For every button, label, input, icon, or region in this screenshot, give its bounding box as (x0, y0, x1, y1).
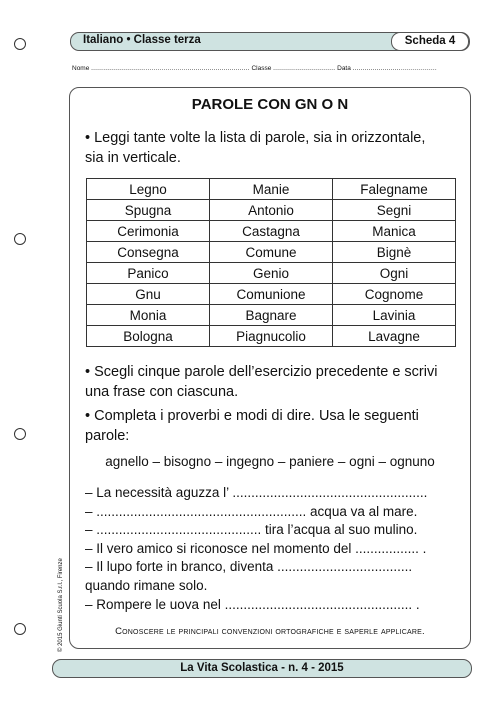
word-table-row (87, 284, 456, 305)
word-cell: Lavagne (333, 326, 456, 347)
word-cell: Segni (333, 200, 456, 221)
word-cell: Castagna (210, 221, 333, 242)
proverb-line[interactable]: – Il vero amico si riconosce nel momento del ................. . (85, 540, 427, 556)
date-label: Data (337, 65, 351, 72)
word-cell: Piagnucolio (210, 326, 333, 347)
word-cell: Genio (210, 263, 333, 284)
word-table-row (87, 263, 456, 284)
date-field[interactable]: .......................................... (352, 65, 437, 72)
word-table-row (87, 305, 456, 326)
class-label: Classe (251, 65, 272, 72)
word-cell: Comunione (210, 284, 333, 305)
binder-hole (14, 233, 26, 245)
word-cell: Antonio (210, 200, 333, 221)
sheet-badge: Scheda 4 (391, 32, 469, 51)
word-table-row (87, 179, 456, 200)
word-table (86, 178, 456, 347)
instruction-read: • Leggi tante volte la lista di parole, sia in orizzontale, sia in verticale. (85, 130, 426, 166)
word-cell: Ogni (333, 263, 456, 284)
proverb-line[interactable]: – Rompere le uova nel .................................................. . (85, 596, 420, 612)
learning-goal: Conoscere le principali convenzioni ortografiche e saperle applicare. (115, 626, 425, 637)
binder-hole (14, 428, 26, 440)
word-cell: Comune (210, 242, 333, 263)
proverbs-list (85, 484, 460, 614)
exercise-title: PAROLE CON GN O N (191, 96, 349, 113)
word-cell: Monia (87, 305, 210, 326)
word-table-row (87, 221, 456, 242)
binder-hole (14, 623, 26, 635)
word-cell: Consegna (87, 242, 210, 263)
word-cell: Lavinia (333, 305, 456, 326)
proverb-line: quando rimane solo. (85, 577, 208, 593)
word-table-row (87, 242, 456, 263)
footer-bar: La Vita Scolastica - n. 4 - 2015 (52, 659, 472, 678)
subject-label: Italiano • Classe terza (83, 34, 201, 46)
word-cell: Cerimonia (87, 221, 210, 242)
binder-hole (14, 38, 26, 50)
word-cell: Bologna (87, 326, 210, 347)
word-cell: Bignè (333, 242, 456, 263)
word-cell: Spugna (87, 200, 210, 221)
word-table-row (87, 200, 456, 221)
copyright-text: © 2015 Giunti Scuola S.r.l., Firenze (58, 558, 64, 652)
class-field[interactable]: ............................... (273, 65, 336, 72)
proverb-line[interactable]: – Il lupo forte in branco, diventa .................................... (85, 559, 413, 575)
word-cell: Legno (87, 179, 210, 200)
name-field[interactable]: ............................................................................... (91, 65, 250, 72)
word-cell: Gnu (87, 284, 210, 305)
word-list: agnello – bisogno – ingegno – paniere – ogni – ognuno (105, 454, 435, 469)
exercise-box (69, 87, 471, 649)
word-cell: Panico (87, 263, 210, 284)
word-cell: Cognome (333, 284, 456, 305)
student-info-row (72, 65, 472, 72)
instruction-complete: • Completa i proverbi e modi di dire. Usa le seguenti parole: (85, 408, 419, 444)
proverb-line[interactable]: – ............................................ tira l’acqua al suo mulino. (85, 522, 418, 538)
word-cell: Manie (210, 179, 333, 200)
instruction-choose: • Scegli cinque parole dell’esercizio precedente e scrivi una frase con ciascuna. (85, 364, 438, 400)
word-cell: Falegname (333, 179, 456, 200)
header-bar (70, 32, 470, 51)
proverb-line[interactable]: – La necessità aguzza l’ .................................................... (85, 485, 428, 500)
word-cell: Bagnare (210, 305, 333, 326)
word-table-row (87, 326, 456, 347)
word-cell: Manica (333, 221, 456, 242)
proverb-line[interactable]: – ........................................................ acqua va al mare. (85, 503, 418, 519)
name-label: Nome (72, 65, 90, 72)
